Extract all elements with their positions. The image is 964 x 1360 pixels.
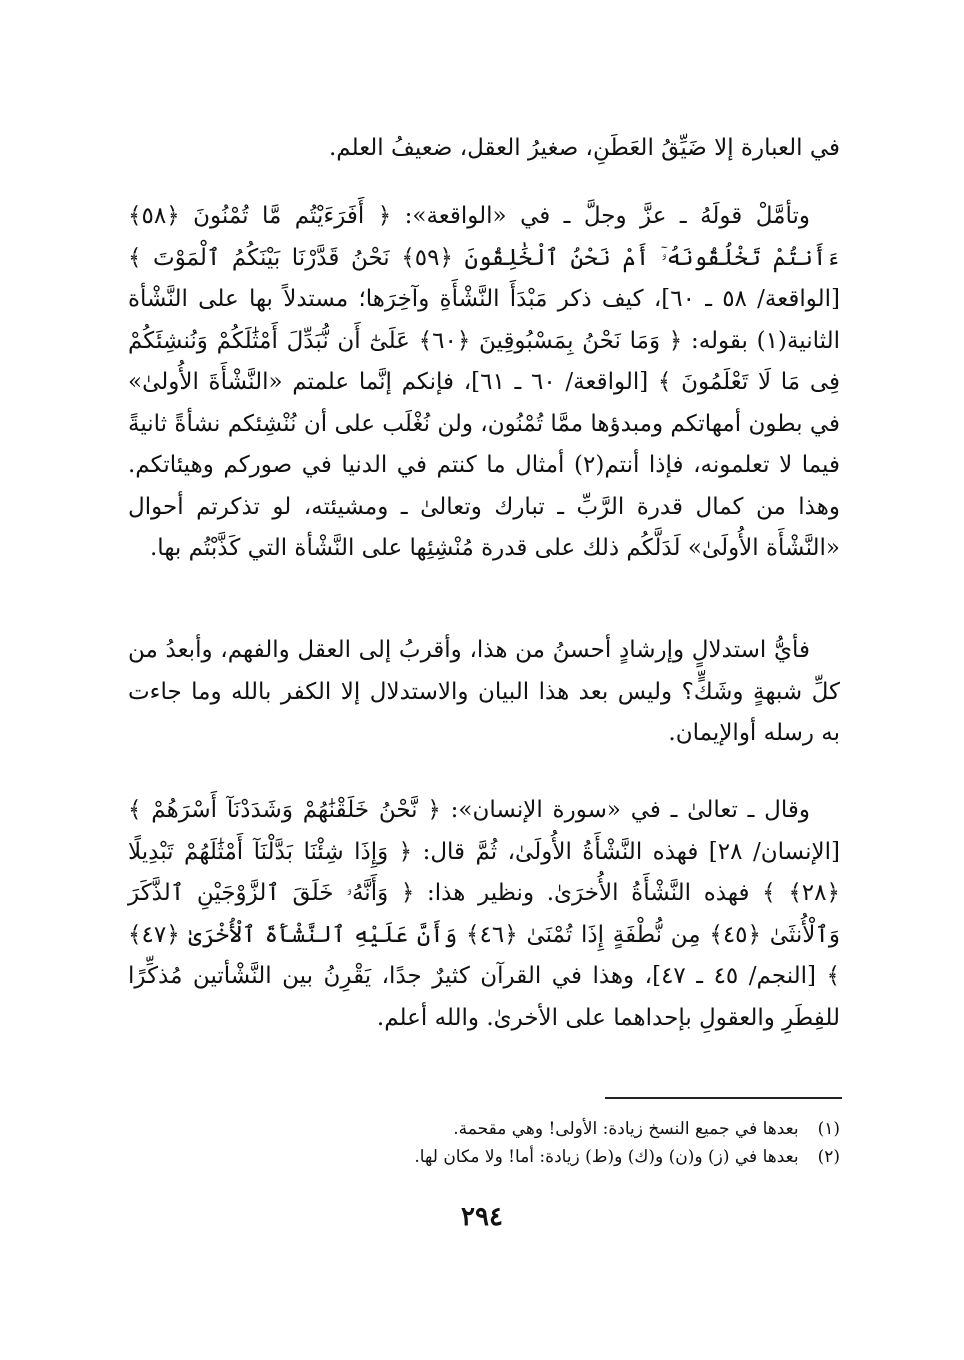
footnote-2 <box>128 1143 840 1171</box>
paragraph-1-text: في العبارة إلا ضَيِّقُ العَطَنِ، صغيرُ العقل، ضعيفُ العلم. <box>328 135 840 161</box>
paragraph-2-text: وتأمَّلْ قولَهُ ـ عزَّ وجلَّ ـ في «الواقعة»: ﴿ أَفَرَءَيْتُم مَّا تُمْنُونَ ﴿٥٨﴾ ءَأَنتُمْ تَخْلُقُونَهُۥٓ أَمْ نَحْنُ ٱلْخَٰلِقُونَ ﴿٥٩﴾ نَحْنُ قَدَّرْنَا بَيْنَكُمُ ٱلْمَوْتَ ﴾ [الواقعة/ ٥٨ ـ ٦٠]، كيف ذكر مَبْدَأَ النَّشْأَةِ وآخِرَها؛ مستدلاً بها على النَّشْأة الثانية(١) بقوله: ﴿ وَمَا نَحْنُ بِمَسْبُوقِينَ ﴿٦٠﴾ عَلَىٰٓ أَن نُّبَدِّلَ أَمْثَٰلَكُمْ وَنُنشِئَكُمْ فِى مَا لَا تَعْلَمُونَ ﴾ [الواقعة/ ٦٠ ـ ٦١]، فإنكم إنَّما علمتم «النَّشْأَةَ الأُولىٰ» في بطون أمهاتكم ومبدؤها ممَّا تُمْنُون، ولن نُغْلَب على أن نُنْشِئكم نشأةً ثانيةً فيما لا تعلمونه، فإذا أنتم(٢) أمثال ما كنتم في الدنيا في صوركم وهيئاتكم. وهذا من كمال قدرة الرَّبِّ ـ تبارك وتعالىٰ ـ ومشيئته، لو تذكرتم أحوال «النَّشْأَة الأُولَىٰ» لَدَلَّكُم ذلك على قدرة مُنْشِئِها على النَّشْأة التي كَذَّبْتُم بها. <box>128 203 840 561</box>
footnote-text: بعدها في (ز) و(ن) و(ك) و(ط) زيادة: أما! ولا مكان لها. <box>414 1147 799 1167</box>
footnote-text: بعدها في جميع النسخ زيادة: الأولى! وهي مقحمة. <box>453 1119 799 1139</box>
paragraph-continuation <box>128 128 840 170</box>
footnote-1 <box>128 1115 840 1143</box>
paragraph-waqia <box>128 196 840 570</box>
paragraph-4-text: وقال ـ تعالىٰ ـ في «سورة الإنسان»: ﴿ نَّحْنُ خَلَقْنَٰهُمْ وَشَدَدْنَآ أَسْرَهُمْ ﴾ [الإنسان/ ٢٨] فهذه النَّشْأَةُ الأُولَىٰ، ثُمَّ قال: ﴿ وَإِذَا شِئْنَا بَدَّلْنَآ أَمْثَٰلَهُمْ تَبْدِيلًا ﴿٢٨﴾ ﴾ فهذه النَّشْأَةُ الأُخرَىٰ. ونظير هذا: ﴿ وَأَنَّهُۥ خَلَقَ ٱلزَّوْجَيْنِ ٱلذَّكَرَ وَٱلْأُنثَىٰ ﴿٤٥﴾ مِن نُّطْفَةٍ إِذَا تُمْنَىٰ ﴿٤٦﴾ وَأَنَّ عَلَيْهِ ٱلنَّشْأَةَ ٱلْأُخْرَىٰ ﴿٤٧﴾ ﴾ [النجم/ ٤٥ ـ ٤٧]، وهذا في القرآن كثيرٌ جدًا، يَقْرِنُ بين النَّشْأتين مُذكِّرًا للفِطَرِ والعقولِ بإحداهما على الأخرىٰ. والله أعلم. <box>128 797 841 1031</box>
paragraph-istidlal <box>128 630 840 755</box>
footnotes <box>128 1115 840 1171</box>
paragraph-insan <box>128 790 840 1039</box>
footnote-divider <box>605 1097 842 1099</box>
paragraph-3-text: فأيُّ استدلالٍ وإرشادٍ أحسنُ من هذا، وأقربُ إلى العقل والفهم، وأبعدُ من كلِّ شبهةٍ وشَكٍّ؟ وليس بعد هذا البيان والاستدلال إلا الكفر بالله وما جاءت به رسله أوالإيمان. <box>128 637 840 746</box>
footnote-marker: (٢) <box>817 1147 840 1167</box>
page-number: ٢٩٤ <box>461 1202 503 1232</box>
footnote-marker: (١) <box>817 1119 840 1139</box>
